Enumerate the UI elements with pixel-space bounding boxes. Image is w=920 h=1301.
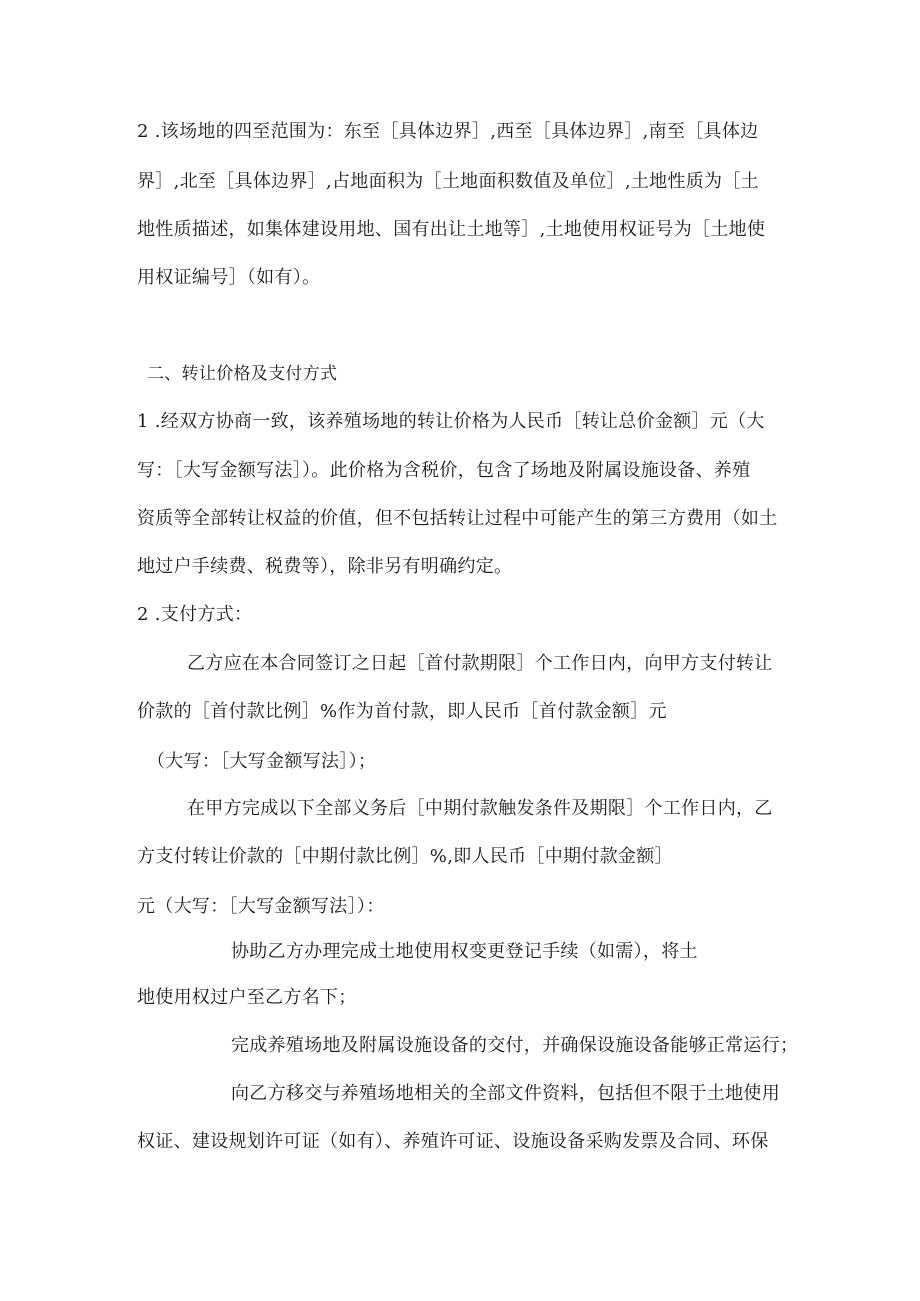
payment-method-heading: 2 .支付方式： [137,604,253,625]
down-payment-line-2: 价款的［首付款比例］%作为首付款，即人民币［首付款金额］元 [137,701,667,722]
obligation-1-line-1: 协助乙方办理完成土地使用权变更登记手续（如需），将土 [231,941,698,962]
price-clause-1-line-1: 1 .经双方协商一致，该养殖场地的转让价格为人民币［转让总价金额］元（大 [137,411,765,432]
interim-payment-line-3: 元（大写：［大写金额写法］）： [137,896,385,917]
price-clause-1-line-3: 资质等全部转让权益的价值，但不包括转让过程中可能产生的第三方费用（如土 [137,508,778,529]
obligation-1-line-2: 地使用权过户至乙方名下； [137,987,357,1008]
clause-2-line-2: 界］,北至［具体边界］,占地面积为［土地面积数值及单位］,土地性质为［土 [137,171,759,192]
clause-2-line-4: 用权证编号］（如有）。 [137,267,321,288]
obligation-3-line-1: 向乙方移交与养殖场地相关的全部文件资料，包括但不限于土地使用 [231,1083,780,1104]
price-clause-1-line-2: 写：［大写金额写法］）。此价格为含税价，包含了场地及附属设施设备、养殖 [137,460,751,481]
clause-2-line-1: 2 .该场地的四至范围为：东至［具体边界］,西至［具体边界］,南至［具体边 [137,121,759,142]
obligation-3-line-2: 权证、建设规划许可证（如有）、养殖许可证、设施设备采购发票及合同、环保 [137,1131,769,1152]
obligation-2-line-1: 完成养殖场地及附属设施设备的交付，并确保设施设备能够正常运行； [231,1035,799,1056]
down-payment-line-1: 乙方应在本合同签订之日起［首付款期限］个工作日内，向甲方支付转让 [187,653,773,674]
interim-payment-line-1: 在甲方完成以下全部义务后［中期付款触发条件及期限］个工作日内，乙 [187,798,773,819]
price-clause-1-line-4: 地过户手续费、税费等），除非另有明确约定。 [137,556,513,577]
interim-payment-line-2: 方支付转让价款的［中期付款比例］%,即人民币［中期付款金额］ [137,846,673,867]
clause-2-line-3: 地性质描述，如集体建设用地、国有出让土地等］,土地使用权证号为［土地使 [137,219,766,240]
down-payment-line-3: （大写：［大写金额写法］）； [147,751,377,772]
section-heading-price-payment: 二、转让价格及支付方式 [147,364,338,384]
